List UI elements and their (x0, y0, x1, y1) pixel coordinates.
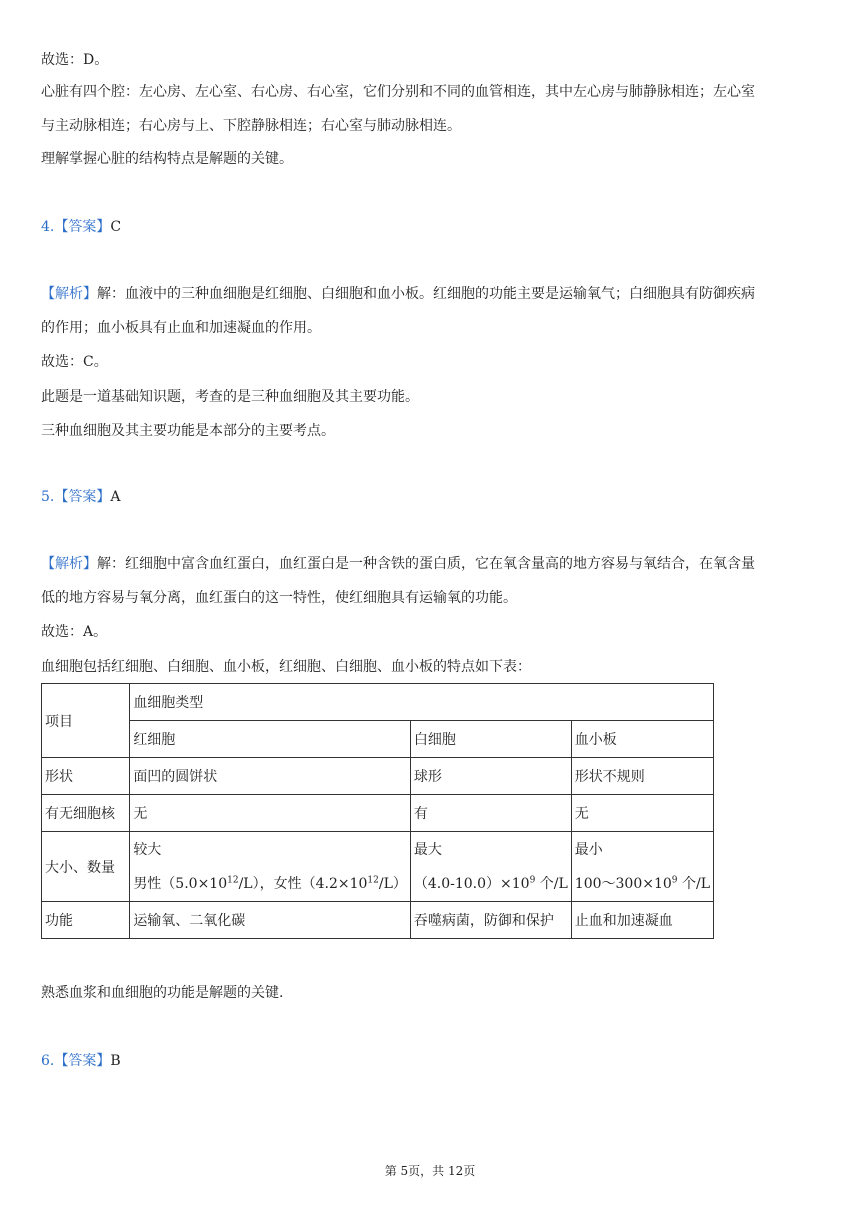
blood-cell-table (41, 683, 714, 939)
q6-answer-tag: 【答案】 (54, 1053, 111, 1069)
q4-note-2: 三种血细胞及其主要功能是本部分的主要考点。 (41, 423, 335, 439)
heart-line-2: 与主动脉相连；右心房与上、下腔静脉相连；右心室与肺动脉相连。 (41, 118, 461, 134)
nucleus-rbc: 无 (130, 795, 411, 832)
q5-answer: A (110, 489, 121, 505)
size-plt: 最小 $100\sim 300\times 10^9$ 个/L (571, 832, 713, 902)
shape-plt: 形状不规则 (571, 758, 713, 795)
function-label: 功能 (42, 902, 130, 939)
q6-number: 6. (41, 1053, 55, 1069)
q4-choice: 故选：C。 (41, 354, 108, 370)
col-wbc: 白细胞 (410, 721, 571, 758)
q5-choice: 故选：A。 (41, 624, 108, 640)
table-row (42, 832, 714, 902)
shape-rbc: 面凹的圆饼状 (130, 758, 411, 795)
table-row (42, 721, 714, 758)
q4-answer-heading (41, 217, 121, 237)
heart-line-1: 心脏有四个腔：左心房、左心室、右心房、右心室，它们分别和不同的血管相连，其中左心房与肺静脉相连；左心室 (41, 84, 755, 100)
q5-answer-heading (41, 487, 120, 507)
col-rbc: 红细胞 (130, 721, 411, 758)
choice-d-line (41, 43, 817, 77)
heart-key-point: 理解掌握心脏的结构特点是解题的关键。 (41, 151, 293, 167)
q5-number: 5. (41, 489, 55, 505)
q4-analysis-line-2: 的作用；血小板具有止血和加速凝血的作用。 (41, 320, 321, 336)
q6-answer: B (110, 1053, 121, 1069)
choice-text: 故选：D。 (41, 52, 109, 68)
function-wbc: 吞噬病菌，防御和保护 (410, 902, 571, 939)
q5-table-intro: 血细胞包括红细胞、白细胞、血小板，红细胞、白细胞、血小板的特点如下表： (41, 659, 531, 675)
q4-analysis-tag: 【解析】 (41, 286, 97, 302)
q5-analysis (41, 547, 817, 615)
table-row (42, 902, 714, 939)
q5-analysis-line-2: 低的地方容易与氧分离，血红蛋白的这一特性，使红细胞具有运输氧的功能。 (41, 590, 517, 606)
heart-explanation (41, 75, 817, 143)
table-row (42, 684, 714, 721)
size-wbc: 最大 $(4.0-10.0)\times 10^9$ 个/L (410, 832, 571, 902)
table-row (42, 758, 714, 795)
type-header: 血细胞类型 (130, 684, 714, 721)
q4-analysis-line-1: 解：血液中的三种血细胞是红细胞、白细胞和血小板。红细胞的功能主要是运输氧气；白细胞具有防御疾病 (97, 286, 755, 302)
q4-answer-tag: 【答案】 (54, 219, 111, 235)
col-plt: 血小板 (571, 721, 713, 758)
item-header: 项目 (42, 684, 130, 758)
size-rbc: 较大 男性$(5.0\times 10^{12}/L)$，女性$(4.2\times 10^{12}/L)$ (130, 832, 411, 902)
page-footer: 第 5页，共 12页 (384, 1164, 476, 1178)
q4-answer: C (110, 219, 122, 235)
table-row (42, 795, 714, 832)
q4-number: 4. (41, 219, 55, 235)
function-rbc: 运输氧、二氧化碳 (130, 902, 411, 939)
q4-note-1: 此题是一道基础知识题，考查的是三种血细胞及其主要功能。 (41, 389, 419, 405)
nucleus-plt: 无 (571, 795, 713, 832)
nucleus-label: 有无细胞核 (42, 795, 130, 832)
shape-label: 形状 (42, 758, 130, 795)
size-label: 大小、数量 (42, 832, 130, 902)
q4-analysis (41, 277, 817, 345)
q5-analysis-tag: 【解析】 (41, 556, 97, 572)
q6-answer-heading (41, 1051, 121, 1071)
function-plt: 止血和加速凝血 (571, 902, 713, 939)
q5-key-point: 熟悉血浆和血细胞的功能是解题的关键. (41, 985, 284, 1001)
nucleus-wbc: 有 (410, 795, 571, 832)
q5-analysis-line-1: 解：红细胞中富含血红蛋白，血红蛋白是一种含铁的蛋白质，它在氧含量高的地方容易与氧结合，在氧含量 (97, 556, 755, 572)
q5-answer-tag: 【答案】 (54, 489, 111, 505)
shape-wbc: 球形 (410, 758, 571, 795)
